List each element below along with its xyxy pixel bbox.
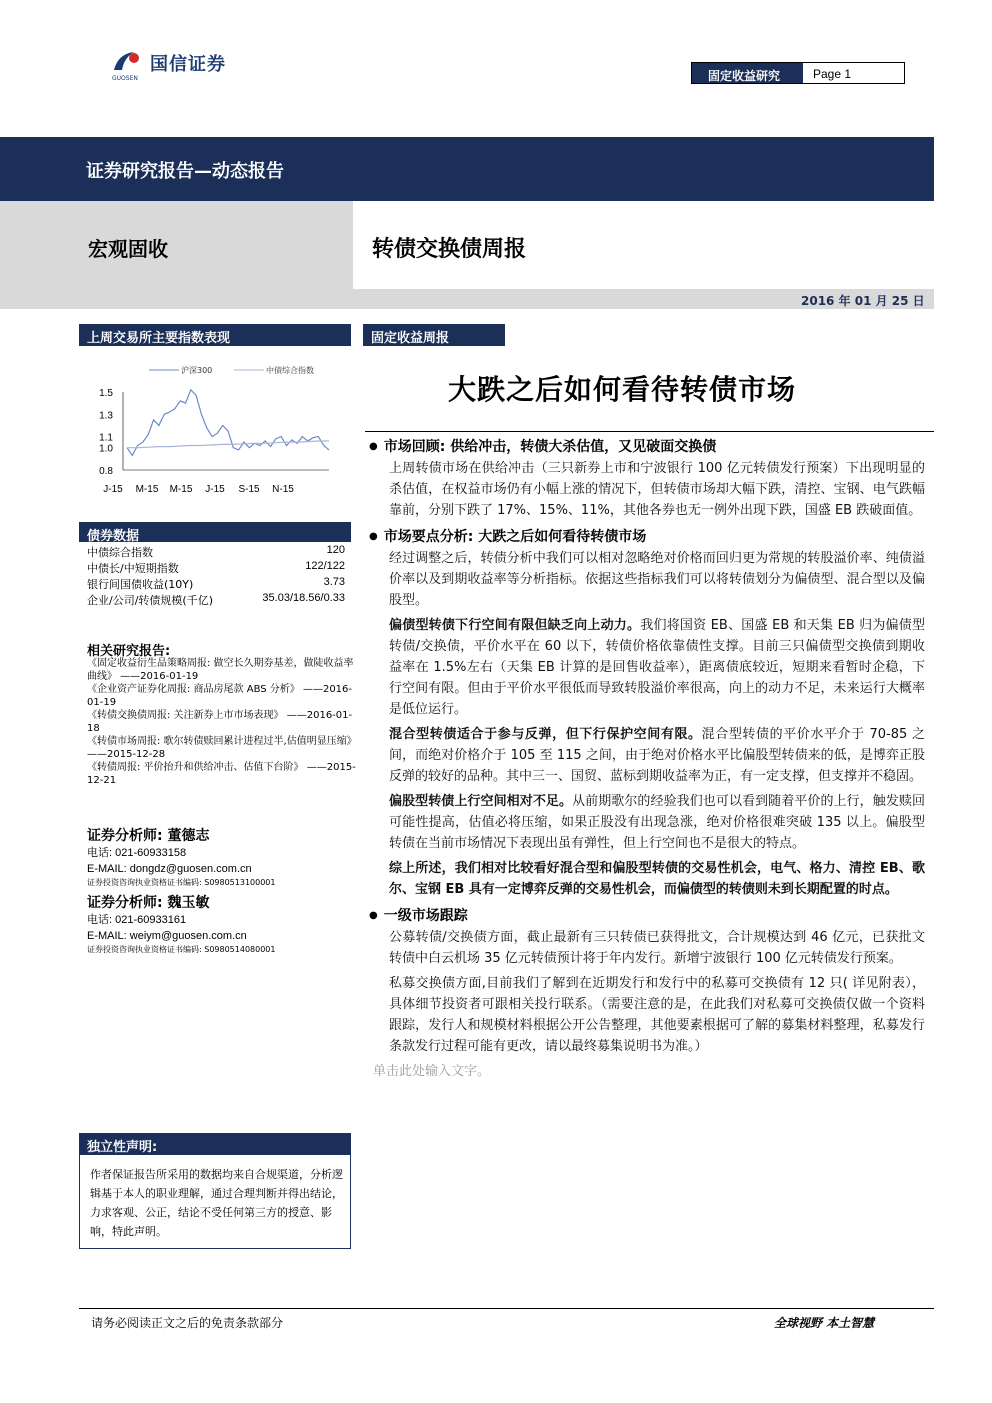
header-box-page: Page 1 xyxy=(813,67,852,81)
footer-disclaimer: 请务必阅读正文之后的免责条款部分 xyxy=(91,1316,284,1330)
analyst-email[interactable]: E-MAIL: weiym@guosen.com.cn xyxy=(87,930,247,942)
banner-title: 证券研究报告—动态报告 xyxy=(86,161,284,182)
x-tick-label: J-15 xyxy=(103,484,123,495)
section-heading: ● 市场要点分析: 大跌之后如何看待转债市场 xyxy=(369,526,925,548)
related-report-item: 《企业资产证券化周报: 商品房尾款 ABS 分析》 ——2016-01-19 xyxy=(87,684,353,708)
bond-label: 银行间国债收益(10Y) xyxy=(87,578,194,591)
x-tick-label: N-15 xyxy=(272,484,294,495)
independence-header: 独立性声明: xyxy=(79,1133,351,1154)
footer-divider xyxy=(79,1308,934,1309)
bond-value: 120 xyxy=(326,544,345,556)
x-tick-label: J-15 xyxy=(205,484,225,495)
related-report-item: 《转债市场周报: 歌尔转债赎回累计进程过半,估值明显压缩》 ——2015-12-28 xyxy=(87,736,357,760)
analyst-card xyxy=(87,892,357,955)
analyst-card xyxy=(87,825,357,888)
legend-label: 沪深300 xyxy=(181,366,213,375)
bond-label: 中债长/中短期指数 xyxy=(87,562,179,575)
bond-label: 中债综合指数 xyxy=(87,546,153,559)
analyst-name: 证券分析师: 董德志 xyxy=(87,828,210,844)
analyst-cert: 证券投资咨询执业资格证书编码: S0980513100001 xyxy=(87,878,276,887)
bond-row xyxy=(87,592,345,608)
bond-data-table xyxy=(87,544,345,608)
section-paragraph: 私募交换债方面,目前我们了解到在近期发行和发行中的私募可交换债有 12 只( 详见附表），具体细节投资者可跟相关投行联系。（需要注意的是，在此我们对私募可交换债仅做一个资料跟踪，发行人和规模材料根据公开公告整理，其他要素根据可了解的募集材料整理，私募发行条款发行过程可能有更改，请以最终募集说明书为准。） xyxy=(389,976,925,1054)
analyst-cert: 证券投资咨询执业资格证书编码: S0980514080001 xyxy=(87,945,276,954)
related-reports-title: 相关研究报告: xyxy=(87,644,171,659)
paragraph-lead: 偏债型转债下行空间有限但缺乏向上动力。 xyxy=(389,618,641,633)
section-heading: ● 一级市场跟踪 xyxy=(369,905,925,927)
header-box-category: 固定收益研究 xyxy=(692,63,803,83)
bond-row xyxy=(87,560,345,576)
analyst-block xyxy=(87,825,357,959)
section-paragraph: 经过调整之后，转债分析中我们可以相对忽略绝对价格而回归更为常规的转股溢价率、纯债溢价率以及到期收益率等分析指标。依据这些指标我们可以将转债划分为偏债型、混合型以及偏股型。 xyxy=(389,551,925,608)
bond-row xyxy=(87,576,345,592)
independence-statement: 作者保证报告所采用的数据均来自合规渠道，分析逻辑基于本人的职业理解，通过合理判断并得出结论，力求客观、公正，结论不受任何第三方的授意、影响，特此声明。 xyxy=(79,1154,351,1249)
x-tick-label: M-15 xyxy=(135,484,159,495)
y-tick-label: 1.1 xyxy=(99,432,113,444)
related-report-item: 《转债周报: 平价抬升和供给冲击、估值下台阶》 ——2015-12-21 xyxy=(87,762,356,786)
bond-value: 35.03/18.56/0.33 xyxy=(262,592,345,604)
bond-label: 企业/公司/转债规模(千亿) xyxy=(87,594,213,607)
section-paragraph xyxy=(369,791,925,854)
bond-value: 3.73 xyxy=(323,576,345,588)
section-paragraph: 公募转债/交换债方面，截止最新有三只转债已获得批文，合计规模达到 46 亿元，已获批文转债中白云机场 35 亿元转债预计将于年内发行。新增宁波银行 100 亿元转债发行预案。 xyxy=(389,930,925,966)
guosen-logo-icon xyxy=(112,48,142,74)
report-series-title: 转债交换债周报 xyxy=(372,237,527,262)
bond-data-header: 债券数据 xyxy=(79,522,351,542)
date-bar xyxy=(0,289,934,309)
report-title: 大跌之后如何看待转债市场 xyxy=(448,373,797,406)
x-tick-label: S-15 xyxy=(238,484,260,495)
y-tick-label: 1.3 xyxy=(99,410,113,422)
related-report-item: 《固定收益衍生品策略周报: 做空长久期券基差，做陡收益率曲线》 ——2016-01-19 xyxy=(87,658,354,682)
main-body xyxy=(369,435,925,1082)
report-date: 2016 年 01 月 25 日 xyxy=(801,294,925,308)
section-conclusion: 综上所述，我们相对比较看好混合型和偏股型转债的交易性机会，电气、格力、清控 EB、歌尔、宝钢 EB 具有一定博弈反弹的交易性机会，而偏债型的转债则未到长期配置的时点。 xyxy=(389,861,925,897)
paragraph-text: 混合型转债的平价水平介于 70-85 之间，而绝对价格介于 105 至 115 之间，由于绝对价格水平比偏股型转债来的低，是博弈正股反弹的较好的品种。其中三一、国贸、蓝标到期收益率为正，有一定支撑，但支撑并不稳固。 xyxy=(389,727,925,784)
index-chart xyxy=(79,362,349,502)
series-line xyxy=(127,390,329,456)
y-tick-label: 0.8 xyxy=(99,466,113,477)
related-report-item: 《转债交换债周报: 关注新券上市市场表现》 ——2016-01-18 xyxy=(87,710,353,734)
paragraph-lead: 偏股型转债上行空间相对不足。 xyxy=(389,794,573,809)
section-paragraph xyxy=(369,724,925,787)
paragraph-text: 从前期歌尔的经验我们也可以看到随着平价的上行，触发赎回可能性提高，估值必将压缩，如果正股没有出现急涨，绝对价格很难突破 135 以上。偏股型转债在当前市场情况下表现出虽有弹性，但上行空间也不是很大的特点。 xyxy=(389,794,925,851)
logo-name: 国信证券 xyxy=(150,54,226,75)
x-tick-label: M-15 xyxy=(169,484,193,495)
section-paragraph: 上周转债市场在供给冲击（三只新券上市和宁波银行 100 亿元转债发行预案）下出现明显的杀估值，在权益市场仍有小幅上涨的情况下，但转债市场却大幅下跌，清控、宝钢、电气跌幅靠前，分别下跌了 17%、15%、11%，其他各券也无一例外出现下跌，国盛 EB 跌破面值。 xyxy=(389,461,925,518)
section-heading: ● 市场回顾: 供给冲击，转债大杀估值，又见破面交换债 xyxy=(369,436,925,458)
text-placeholder[interactable]: 单击此处输入文字。 xyxy=(373,1064,491,1079)
section-paragraph xyxy=(369,615,925,720)
logo-sub: GUOSEN xyxy=(112,75,138,82)
footer-slogan: 全球视野 本土智慧 xyxy=(774,1316,875,1330)
band-left-bg xyxy=(0,201,353,289)
paragraph-lead: 混合型转债适合于参与反弹，但下行保护空间有限。 xyxy=(389,727,702,742)
bond-value: 122/122 xyxy=(305,560,345,572)
analyst-email[interactable]: E-MAIL: dongdz@guosen.com.cn xyxy=(87,863,252,875)
index-header: 上周交易所主要指数表现 xyxy=(79,324,351,346)
paragraph-text: 我们将国资 EB、国盛 EB 和天集 EB 归为偏债型转债/交换债，平价水平在 60 以下，转债价格依靠债性支撑。目前三只偏债型交换债到期收益率在 1.5%左右（天集 EB 计算的是回售收益率），距离债底较近，短期来看暂时企稳，下行空间有限。但由于平价水平很低而导致转股溢价率很高，向上的动力不足，未来运行大概率是低位运行。 xyxy=(389,618,925,717)
bond-row xyxy=(87,544,345,560)
report-type-tag: 固定收益周报 xyxy=(363,324,505,346)
related-reports-list xyxy=(87,657,357,787)
analyst-name: 证券分析师: 魏玉敏 xyxy=(87,895,210,911)
series-line xyxy=(127,441,329,448)
y-tick-label: 1.5 xyxy=(99,388,113,399)
title-divider xyxy=(365,431,934,432)
section-category: 宏观固收 xyxy=(88,237,168,261)
legend-label: 中债综合指数 xyxy=(266,366,314,375)
y-tick-label: 1.0 xyxy=(99,443,113,455)
header-box xyxy=(691,62,905,84)
analyst-phone: 电话: 021-60933161 xyxy=(87,914,187,926)
analyst-phone: 电话: 021-60933158 xyxy=(87,847,187,859)
